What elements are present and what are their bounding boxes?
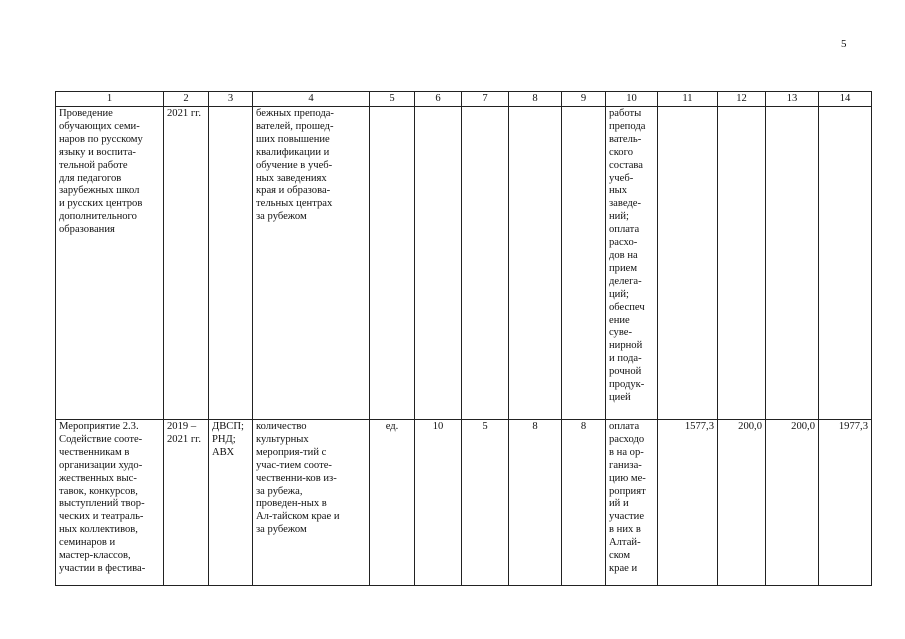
header-cell: 11 [658, 92, 718, 107]
value-cell [462, 107, 509, 420]
executor-cell: ДВСП; РНД; АВХ [209, 420, 253, 586]
program-table [55, 91, 872, 586]
expense-direction-cell: работы препода ватель- ского состава учеб- ных заведе- ний; оплата расхо- дов на прием делега- ций; обеспеч ение суве- нирной и пода- рочной продук- цией [606, 107, 658, 420]
header-cell: 3 [209, 92, 253, 107]
value-cell: 8 [509, 420, 562, 586]
header-cell: 5 [370, 92, 415, 107]
table-row [56, 107, 872, 420]
header-cell: 4 [253, 92, 370, 107]
indicator-cell: бежных препода- вателей, прошед- ших повышение квалификации и обучение в учеб- ных заведениях края и образова- тельных центрах за рубежом [253, 107, 370, 420]
header-cell: 8 [509, 92, 562, 107]
header-cell: 6 [415, 92, 462, 107]
header-row [56, 92, 872, 107]
page-number: 5 [841, 38, 847, 50]
executor-cell [209, 107, 253, 420]
header-cell: 14 [819, 92, 872, 107]
header-cell: 7 [462, 92, 509, 107]
value-cell: 5 [462, 420, 509, 586]
unit-cell [370, 107, 415, 420]
period-cell: 2021 гг. [164, 107, 209, 420]
header-cell: 10 [606, 92, 658, 107]
value-cell: 10 [415, 420, 462, 586]
header-cell: 12 [718, 92, 766, 107]
value-cell [562, 107, 606, 420]
amount-cell: 1977,3 [819, 420, 872, 586]
amount-cell [658, 107, 718, 420]
value-cell [415, 107, 462, 420]
value-cell [509, 107, 562, 420]
event-name-cell: Мероприятие 2.3. Содействие сооте- чественникам в организации худо- жественных выс- тавок, конкурсов, выступлений твор- ческих и театраль- ных коллективов, семинаров и мастер-классов, участии в фестива- [56, 420, 164, 586]
indicator-cell: количество культурных мероприя-тий с учас-тием сооте- чественни-ков из- за рубежа, проведен-ных в Ал-тайском крае и за рубежом [253, 420, 370, 586]
amount-cell [718, 107, 766, 420]
header-cell: 9 [562, 92, 606, 107]
amount-cell: 1577,3 [658, 420, 718, 586]
header-cell: 2 [164, 92, 209, 107]
event-name-cell: Проведение обучающих семи- наров по русскому языку и воспита- тельной работе для педагогов зарубежных школ и русских центров дополнительного образования [56, 107, 164, 420]
table-row [56, 420, 872, 586]
amount-cell [819, 107, 872, 420]
value-cell: 8 [562, 420, 606, 586]
amount-cell [766, 107, 819, 420]
unit-cell: ед. [370, 420, 415, 586]
expense-direction-cell: оплата расходо в на ор- ганиза- цию ме- роприят ий и участие в них в Алтай- ском крае и [606, 420, 658, 586]
header-cell: 1 [56, 92, 164, 107]
amount-cell: 200,0 [766, 420, 819, 586]
header-cell: 13 [766, 92, 819, 107]
amount-cell: 200,0 [718, 420, 766, 586]
period-cell: 2019 – 2021 гг. [164, 420, 209, 586]
